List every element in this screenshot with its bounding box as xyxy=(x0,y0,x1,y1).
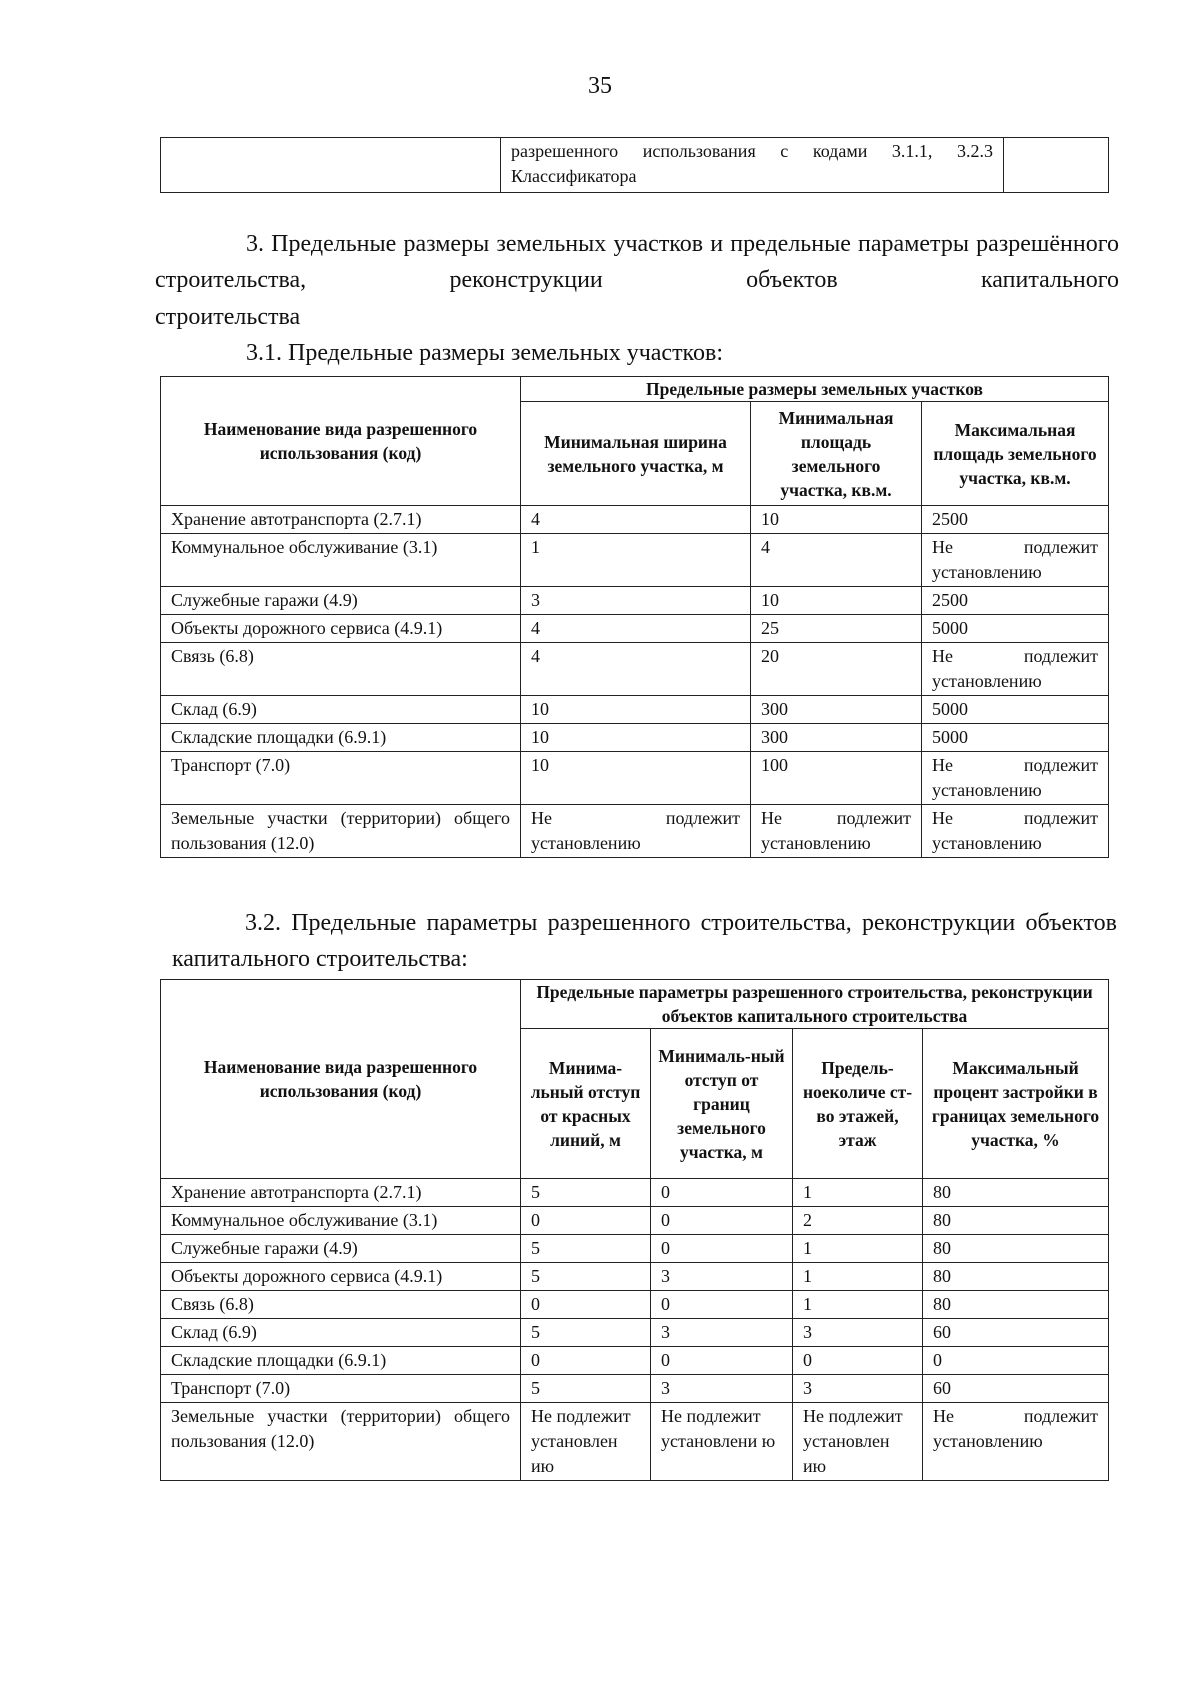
cell-name: Земельные участки (территории) общего пользования (12.0) xyxy=(161,805,521,858)
cell-name: Объекты дорожного сервиса (4.9.1) xyxy=(161,615,521,643)
table-row xyxy=(161,506,1109,534)
section-3-1-heading: 3.1. Предельные размеры земельных участков: xyxy=(246,340,723,366)
cell-min-area: 10 xyxy=(751,506,922,534)
col-header-boundary: Минималь-ный отступ от границ земельного участка, м xyxy=(651,1029,793,1179)
cell-name: Коммунальное обслуживание (3.1) xyxy=(161,534,521,587)
cell-red-lines: 5 xyxy=(521,1319,651,1347)
cell-min-width: 10 xyxy=(521,752,751,805)
cell-max-area: Не подлежит установлению xyxy=(922,534,1109,587)
cell-boundary: 3 xyxy=(651,1375,793,1403)
cell-red-lines: 5 xyxy=(521,1179,651,1207)
table-row xyxy=(161,643,1109,696)
col-header-group: Предельные параметры разрешенного строительства, реконструкции объектов капитального строительства xyxy=(521,980,1109,1029)
table-row xyxy=(161,534,1109,587)
continuation-empty-cell xyxy=(161,138,501,193)
cell-max-area: Не подлежит установлению xyxy=(922,643,1109,696)
table-row xyxy=(161,1179,1109,1207)
cell-boundary: 0 xyxy=(651,1347,793,1375)
col-header-red-lines: Минима-льный отступ от красных линий, м xyxy=(521,1029,651,1179)
cell-percent: 80 xyxy=(923,1207,1109,1235)
table-row xyxy=(161,1291,1109,1319)
cell-min-area: 20 xyxy=(751,643,922,696)
cell-red-lines: 0 xyxy=(521,1291,651,1319)
cell-name: Складские площадки (6.9.1) xyxy=(161,724,521,752)
cell-name: Хранение автотранспорта (2.7.1) xyxy=(161,506,521,534)
cell-max-area: Не подлежит установлению xyxy=(922,752,1109,805)
cell-floors: 1 xyxy=(793,1291,923,1319)
col-header-floors: Предель-ноеколиче ст-во этажей, этаж xyxy=(793,1029,923,1179)
cell-floors: 2 xyxy=(793,1207,923,1235)
cell-boundary: 0 xyxy=(651,1291,793,1319)
cell-floors: 3 xyxy=(793,1319,923,1347)
cell-percent: 80 xyxy=(923,1263,1109,1291)
table-row xyxy=(161,696,1109,724)
cell-floors: 1 xyxy=(793,1179,923,1207)
cell-name: Коммунальное обслуживание (3.1) xyxy=(161,1207,521,1235)
cell-min-width: 4 xyxy=(521,643,751,696)
table-row xyxy=(161,752,1109,805)
table-row xyxy=(161,1235,1109,1263)
table-row xyxy=(161,1375,1109,1403)
section-3-heading: 3. Предельные размеры земельных участков и предельные параметры разрешённого строительства, реконструкции объектов капитального xyxy=(155,231,1119,293)
cell-percent: 60 xyxy=(923,1319,1109,1347)
table-row xyxy=(161,1263,1109,1291)
cell-percent: 80 xyxy=(923,1291,1109,1319)
cell-name: Транспорт (7.0) xyxy=(161,752,521,805)
col-header-min-width: Минимальная ширина земельного участка, м xyxy=(521,402,751,506)
cell-name: Хранение автотранспорта (2.7.1) xyxy=(161,1179,521,1207)
col-header-group: Предельные размеры земельных участков xyxy=(521,377,1109,402)
cell-min-area: 300 xyxy=(751,696,922,724)
cell-floors: 1 xyxy=(793,1263,923,1291)
col-header-min-area: Минимальная площадь земельного участка, кв.м. xyxy=(751,402,922,506)
cell-min-area: 300 xyxy=(751,724,922,752)
cell-red-lines: 5 xyxy=(521,1235,651,1263)
table-row xyxy=(161,1319,1109,1347)
table-row xyxy=(161,587,1109,615)
cell-min-width: 10 xyxy=(521,696,751,724)
section-3-2-heading: 3.2. Предельные параметры разрешенного строительства, реконструкции объектов капитального строительства: xyxy=(172,910,1117,972)
cell-name: Складские площадки (6.9.1) xyxy=(161,1347,521,1375)
cell-min-width: 4 xyxy=(521,506,751,534)
cell-max-area: 5000 xyxy=(922,696,1109,724)
cell-percent: 80 xyxy=(923,1179,1109,1207)
cell-red-lines: 5 xyxy=(521,1263,651,1291)
col-header-name: Наименование вида разрешенного использования (код) xyxy=(161,980,521,1179)
cell-percent: Не подлежит установлению xyxy=(923,1403,1109,1481)
table-row xyxy=(161,138,1109,193)
cell-floors: 3 xyxy=(793,1375,923,1403)
continuation-text: разрешенного использования с кодами 3.1.1, 3.2.3 Классификатора xyxy=(501,138,1004,193)
table-row xyxy=(161,805,1109,858)
table-header-row xyxy=(161,980,1109,1029)
cell-min-width: 3 xyxy=(521,587,751,615)
table-row xyxy=(161,724,1109,752)
cell-percent: 80 xyxy=(923,1235,1109,1263)
cell-boundary: 0 xyxy=(651,1207,793,1235)
cell-min-area: 100 xyxy=(751,752,922,805)
cell-name: Служебные гаражи (4.9) xyxy=(161,587,521,615)
cell-name: Связь (6.8) xyxy=(161,643,521,696)
cell-percent: 0 xyxy=(923,1347,1109,1375)
cell-name: Склад (6.9) xyxy=(161,1319,521,1347)
cell-min-width: 10 xyxy=(521,724,751,752)
cell-floors: 1 xyxy=(793,1235,923,1263)
col-header-percent: Максимальный процент застройки в границах земельного участка, % xyxy=(923,1029,1109,1179)
page-number: 35 xyxy=(588,73,612,99)
cell-max-area: 5000 xyxy=(922,615,1109,643)
cell-max-area: Не подлежит установлению xyxy=(922,805,1109,858)
table-header-row xyxy=(161,377,1109,402)
cell-floors: 0 xyxy=(793,1347,923,1375)
cell-boundary: Не подлежит установлени ю xyxy=(651,1403,793,1481)
construction-parameters-table xyxy=(160,979,1109,1481)
cell-red-lines: Не подлежит установлен ию xyxy=(521,1403,651,1481)
cell-name: Земельные участки (территории) общего пользования (12.0) xyxy=(161,1403,521,1481)
cell-min-width: Не подлежит установлению xyxy=(521,805,751,858)
cell-name: Склад (6.9) xyxy=(161,696,521,724)
cell-min-area: 25 xyxy=(751,615,922,643)
cell-boundary: 3 xyxy=(651,1319,793,1347)
col-header-max-area: Максимальная площадь земельного участка, кв.м. xyxy=(922,402,1109,506)
cell-red-lines: 0 xyxy=(521,1347,651,1375)
cell-name: Связь (6.8) xyxy=(161,1291,521,1319)
section-3-heading-end: строительства xyxy=(155,304,301,330)
cell-min-width: 4 xyxy=(521,615,751,643)
cell-min-width: 1 xyxy=(521,534,751,587)
continuation-table xyxy=(160,137,1109,193)
cell-floors: Не подлежит установлен ию xyxy=(793,1403,923,1481)
land-plot-sizes-table xyxy=(160,376,1109,858)
cell-max-area: 2500 xyxy=(922,506,1109,534)
cell-min-area: Не подлежит установлению xyxy=(751,805,922,858)
cell-max-area: 2500 xyxy=(922,587,1109,615)
col-header-name: Наименование вида разрешенного использования (код) xyxy=(161,377,521,506)
cell-red-lines: 0 xyxy=(521,1207,651,1235)
cell-boundary: 0 xyxy=(651,1235,793,1263)
cell-boundary: 3 xyxy=(651,1263,793,1291)
cell-boundary: 0 xyxy=(651,1179,793,1207)
table-row xyxy=(161,1207,1109,1235)
cell-name: Объекты дорожного сервиса (4.9.1) xyxy=(161,1263,521,1291)
table-row xyxy=(161,1403,1109,1481)
table-row xyxy=(161,1347,1109,1375)
cell-max-area: 5000 xyxy=(922,724,1109,752)
cell-min-area: 4 xyxy=(751,534,922,587)
continuation-empty-cell xyxy=(1004,138,1109,193)
cell-name: Транспорт (7.0) xyxy=(161,1375,521,1403)
cell-min-area: 10 xyxy=(751,587,922,615)
cell-red-lines: 5 xyxy=(521,1375,651,1403)
cell-name: Служебные гаражи (4.9) xyxy=(161,1235,521,1263)
cell-percent: 60 xyxy=(923,1375,1109,1403)
table-row xyxy=(161,615,1109,643)
